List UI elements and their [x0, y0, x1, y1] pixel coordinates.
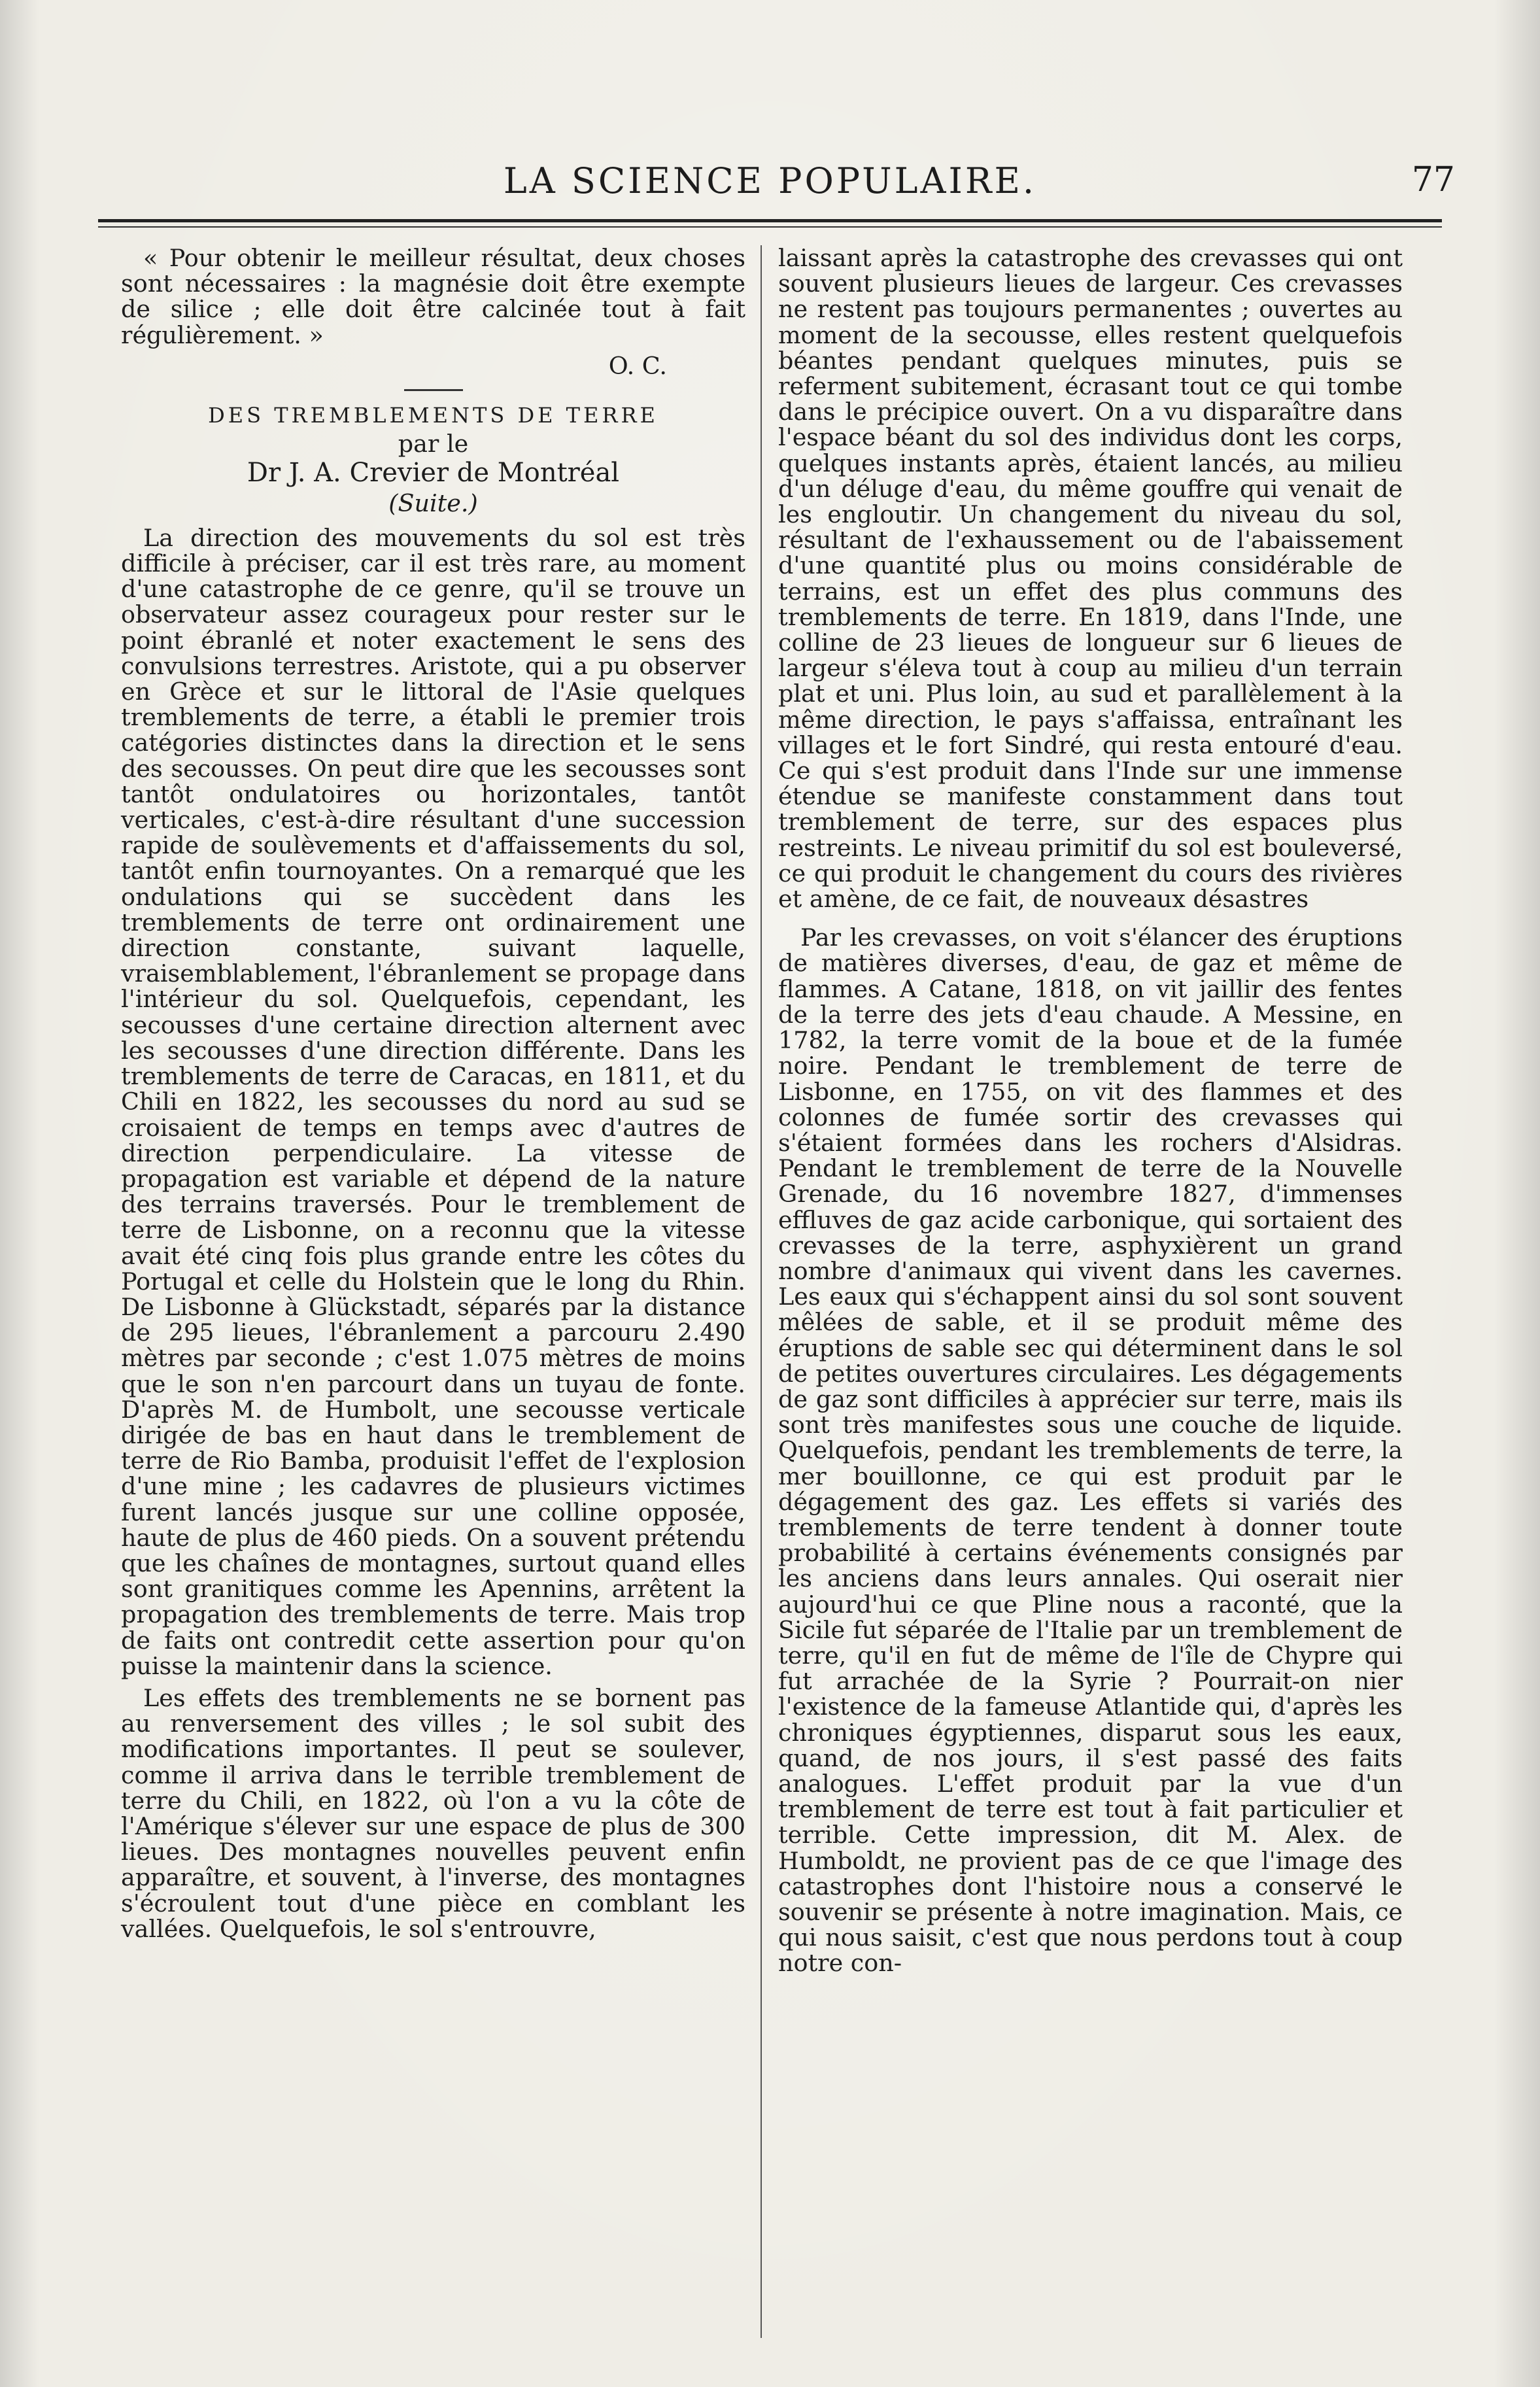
publication-title: LA SCIENCE POPULAIRE.	[503, 160, 1037, 201]
page-number: 77	[1411, 160, 1455, 199]
right-column	[778, 245, 1403, 1976]
article-continued: (Suite.)	[388, 489, 478, 517]
left-paragraph-2: Les effets des tremblements ne se bornent pas au renversement des villes ; le sol subit des modifications importantes. Il peut se soulever, comme il arriva dans le terrible tremblement de terre du Chili, en 1822, où l'on a vu la côte de l'Amérique s'élever sur une espace de plus de 300 lieues. Des montagnes nouvelles peuvent enfin apparaître, et souvent, à l'inverse, des montagnes s'écroulent tout d'une pièce en comblant les vallées. Quelquefois, le sol s'entrouvre,	[121, 1683, 745, 1943]
right-paragraph-2: Par les crevasses, on voit s'élancer des éruptions de matières diverses, d'eau, de gaz et même de flammes. A Catane, 1818, on vit jaillir des fentes de la terre des jets d'eau chaude. A Messine, en 1782, la terre vomit de la boue et de la fumée noire. Pendant le tremblement de terre de Lisbonne, en 1755, on vit des flammes et des colonnes de fumée sortir des crevasses qui s'étaient formées dans les rochers d'Alsidras. Pendant le tremblement de terre de la Nouvelle Grenade, du 16 novembre 1827, d'immenses effluves de gaz acide carbonique, qui sortaient des crevasses de la terre, asphyxièrent un grand nombre d'animaux qui vivent dans les cavernes. Les eaux qui s'échappent ainsi du sol sont souvent mêlées de sable, et il se produit même des éruptions de sable sec qui déterminent dans le sol de petites ouvertures circulaires. Les dégagements de gaz sont difficiles à apprécier sur terre, mais ils sont très manifestes sous une couche de liquide. Quelquefois, pendant les tremblements de terre, la mer bouillonne, ce qui est produit par le dégagement des gaz. Les effets si variés des tremblements de terre tendent à donner toute probabilité à certains événements consignés par les anciens dans leurs annales. Qui oserait nier aujourd'hui ce que Pline nous a raconté, que la Sicile fut séparée de l'Italie par un tremblement de terre, qu'il en fut de même de l'île de Chypre qui fut arrachée de la Syrie ? Pourrait-on nier l'existence de la fameuse Atlantide qui, d'après les chroniques égyptiennes, disparut sous les eaux, quand, de nos jours, il s'est passé des faits analogues. L'effet produit par la vue d'un tremblement de terre est tout à fait particulier et terrible. Cette impression, dit M. Alex. de Humboldt, ne provient pas de ce que l'image des catastrophes dont l'histoire nous a conservé le souvenir se présente à notre imagination. Mais, ce qui nous saisit, c'est que nous perdons tout à coup notre con-	[778, 923, 1403, 1978]
article-byline-prefix: par le	[398, 430, 469, 458]
scan-edge-left	[0, 0, 39, 2387]
author-signature: O. C.	[608, 351, 667, 380]
scan-edge-right	[1494, 0, 1540, 2387]
running-head	[59, 160, 1481, 206]
article-title: DES TREMBLEMENTS DE TERRE	[208, 403, 659, 428]
quote-ending: « Pour obtenir le meilleur résultat, deux choses sont nécessaires : la magnésie doit être exempte de silice ; elle doit être calcinée tout à fait régulièrement. »	[121, 244, 745, 349]
column-divider	[761, 245, 762, 2338]
left-paragraph-1: La direction des mouvements du sol est très difficile à préciser, car il est très rare, au moment d'une catastrophe de ce genre, qu'il se trouve un observateur assez courageux pour rester sur le point ébranlé et noter exactement le sens des convulsions terrestres. Aristote, qui a pu observer en Grèce et sur le littoral de l'Asie quelques tremblements de terre, a établi le premier trois catégories distinctes dans la direction et le sens des secousses. On peut dire que les secousses sont tantôt ondulatoires ou horizontales, tantôt verticales, c'est-à-dire résultant d'une succession rapide de soulèvements et d'affaissements du sol, tantôt enfin tournoyantes. On a remarqué que les ondulations qui se succèdent dans les tremblements de terre ont ordinairement une direction constante, suivant laquelle, vraisemblablement, l'ébranlement se propage dans l'intérieur du sol. Quelquefois, cependant, les secousses d'une certaine direction alternent avec les secousses d'une direction différente. Dans les tremblements de terre de Caracas, en 1811, et du Chili en 1822, les secousses du nord au sud se croisaient de temps en temps avec d'autres de direction perpendiculaire. La vitesse de propagation est variable et dépend de la nature des terrains traversés. Pour le tremblement de terre de Lisbonne, on a reconnu que la vitesse avait été cinq fois plus grande entre les côtes du Portugal et celle du Holstein que le long du Rhin. De Lisbonne à Glückstadt, séparés par la distance de 295 lieues, l'ébranlement a parcouru 2.490 mètres par seconde ; c'est 1.075 mètres de moins que le son n'en parcourt dans un tuyau de fonte. D'après M. de Humbolt, une secousse verticale dirigée de bas en haut dans le tremblement de terre de Rio Bamba, produisit l'effet de l'explosion d'une mine ; les cadavres de plusieurs victimes furent lancés jusque sur une colline opposée, haute de plus de 460 pieds. On a souvent prétendu que les chaînes de montagnes, surtout quand elles sont granitiques comme les Apennins, arrêtent la propagation des tremblements de terre. Mais trop de faits ont contredit cette assertion pour qu'on puisse la maintenir dans la science.	[121, 523, 745, 1680]
header-rule	[98, 219, 1442, 228]
right-paragraph-1: laissant après la catastrophe des crevasses qui ont souvent plusieurs lieues de largeur. Ces crevasses ne restent pas toujours permanentes ; ouvertes au moment de la secousse, elles restent quelquefois béantes pendant quelques minutes, puis se referment subitement, écrasant tout ce qui tombe dans le précipice ouvert. On a vu disparaître dans l'espace béant du sol des individus dont les corps, quelques instants après, étaient lancés, au milieu d'un déluge d'eau, du même gouffre qui venait de les engloutir. Un changement du niveau du sol, résultant de l'exhaussement ou de l'abaissement d'une quantité plus ou moins considérable de terrains, est un effet des plus communs des tremblements de terre. En 1819, dans l'Inde, une colline de 23 lieues de longueur sur 6 lieues de largeur s'éleva tout à coup au milieu d'un terrain plat et uni. Plus loin, au sud et parallèlement à la même direction, le pays s'affaissa, entraînant les villages et le fort Sindré, qui resta entouré d'eau. Ce qui s'est produit dans l'Inde sur une immense étendue se manifeste constamment dans tout tremblement de terre, sur des espaces plus restreints. Le niveau primitif du sol est bouleversé, ce qui produit le changement du cours des rivières et amène, de ce fait, de nouveaux désastres	[778, 244, 1403, 914]
left-column	[121, 245, 745, 1942]
section-separator	[404, 389, 463, 391]
article-author: Dr J. A. Crevier de Montréal	[247, 458, 620, 489]
